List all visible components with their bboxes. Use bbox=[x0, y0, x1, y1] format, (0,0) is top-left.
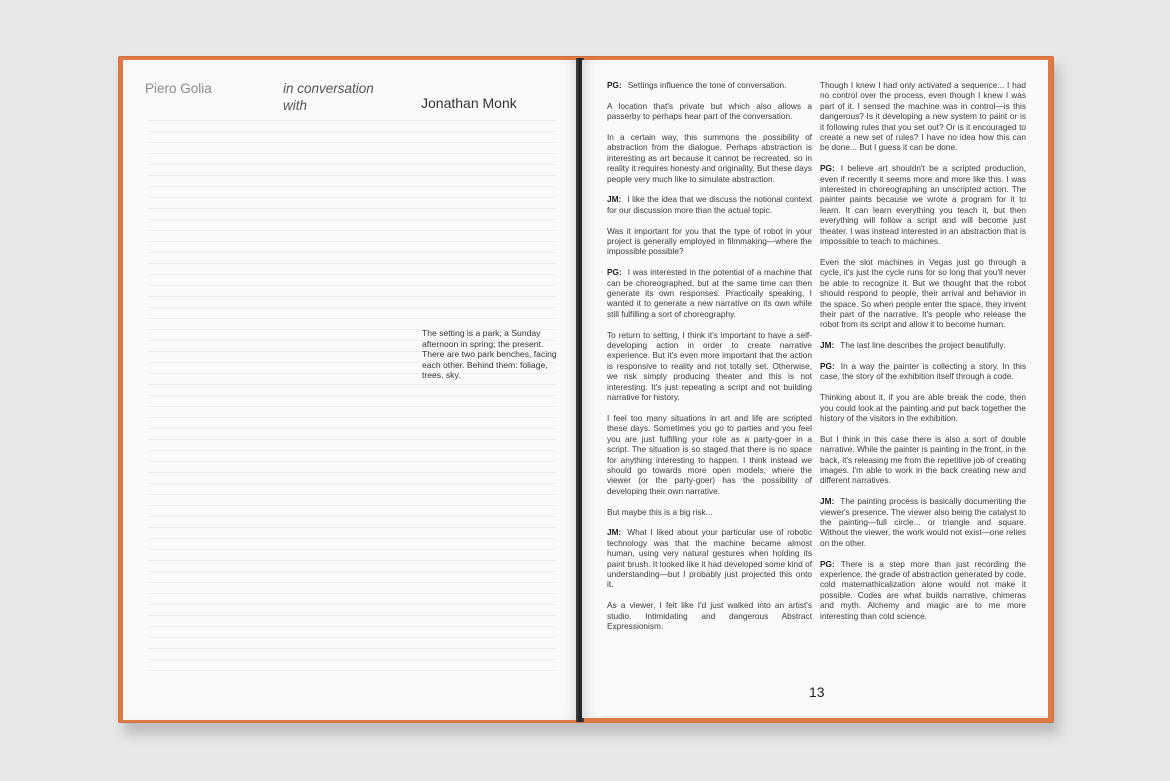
paragraph bbox=[607, 600, 812, 631]
paragraph-text: In a certain way, this summons the possibility of abstraction from the dialogue. Perhaps abstraction is interesting as art because it cannot be recreated, so in reality it requires honesty and originality. But these days people very much like to simulate abstraction. bbox=[607, 132, 812, 184]
left-page bbox=[123, 60, 578, 720]
paragraph-text: Thinking about it, if you are able break the code, then you could look at the painting and put back together the history of the visitors in the exhibition. bbox=[820, 392, 1026, 423]
speaker-label: JM: bbox=[820, 496, 835, 507]
paragraph bbox=[820, 361, 1026, 382]
speaker-label: PG: bbox=[820, 558, 835, 569]
paragraph-text: As a viewer, I felt like I'd just walked into an artist's studio. Intimidating and dangerous Abstract Expressionism. bbox=[607, 600, 812, 631]
paragraph-text: I like the idea that we discuss the notional context for our discussion more than the actual topic. bbox=[607, 194, 812, 215]
paragraph bbox=[820, 340, 1026, 350]
paragraph-text: The last line describes the project beautifully. bbox=[840, 340, 1006, 351]
paragraph bbox=[607, 101, 812, 122]
speaker-label: JM: bbox=[820, 340, 835, 351]
paragraph-text: Settings influence the tone of conversation. bbox=[627, 80, 787, 90]
paragraph-text: Though I knew I had only activated a sequence... I had no control over the process, even though I knew I was part of it. I sensed the machine was in control—is this dangerous? Is it developing a new system to paint or is it following rules that you set out? Or is it encouraged to create a new set of rules? I have no idea how this can be done... But I guess it can be done. bbox=[820, 80, 1026, 153]
paragraph bbox=[607, 413, 812, 496]
text-column-right bbox=[820, 80, 1026, 631]
text-column-left bbox=[607, 80, 812, 642]
paragraph bbox=[607, 80, 812, 90]
setting-description: The setting is a park; a Sunday afternoon in spring; the present. There are two park benches, facing each other. Behind them: foliage, trees, sky. bbox=[422, 328, 557, 381]
paragraph-text: What I liked about your particular use of robotic technology was that the machine became almost human, using very natural gestures when holding its paint brush. It looked like it had developed some kind of understanding—but I probably just projected this onto it. bbox=[607, 527, 812, 590]
speaker-label: JM: bbox=[607, 194, 622, 205]
paragraph-text: I was interested in the potential of a machine that can be choreographed, but at the same time can then generate its own responses. Practically speaking, I wanted it to generate a new narrative on its own while still fulfilling a sort of choreography. bbox=[607, 267, 812, 319]
speaker-label: PG: bbox=[607, 80, 622, 90]
paragraph-text: I believe art shouldn't be a scripted production, even if recently it seems more and more like this. I was interested in choreographing an unscripted action. The painter paints because we wrote a program for it to learn. It can learn everything you teach it, but then everything will follow a script and will become just theater. I was instead interested in an abstraction that is impossible to teach to machines. bbox=[820, 163, 1026, 247]
paragraph bbox=[607, 507, 812, 517]
paragraph-text: In a way the painter is collecting a story. In this case, the story of the exhibition itself through a code. bbox=[820, 360, 1026, 382]
paragraph bbox=[607, 330, 812, 403]
paragraph-text: Was it important for you that the type of robot in your project is generally employed in filmmaking—where the impossible possible? bbox=[607, 225, 812, 257]
page-number: 13 bbox=[809, 684, 825, 700]
paragraph-text: There is a step more than just recording the experience, the grade of abstraction generated by code, cold matemathicalization alone would not make it possible. Codes are what builds narrative, chimeras and myth. Alchemy and magic are to me more interesting than cold science. bbox=[820, 558, 1026, 621]
right-page bbox=[582, 60, 1048, 718]
speaker-label: PG: bbox=[820, 360, 835, 371]
paragraph bbox=[607, 267, 812, 319]
paragraph-text: To return to setting, I think it's important to have a self-developing action in order to create narrative experience. But it's even more important that the action is responsive to reality and not totally set. Otherwise, we risk simply producing theater and this is not interesting. It's just repeating a script and not building narrative for history. bbox=[607, 329, 812, 403]
paragraph bbox=[607, 226, 812, 257]
paragraph bbox=[607, 527, 812, 589]
conversation-connector: in conversation with bbox=[283, 81, 374, 113]
paragraph bbox=[820, 496, 1026, 548]
paragraph-text: A location that's private but which also allows a passerby to perhaps hear part of the conversation. bbox=[607, 100, 812, 122]
author-name: Piero Golia bbox=[145, 81, 212, 96]
show-through-text bbox=[147, 120, 557, 680]
paragraph-text: I feel too many situations in art and life are scripted these days. Sometimes you go to parties and you feel you are just fulfilling your role as a party-goer in a script. The situation is so staged that there is no space for anything interesting to happen. I think instead we should go towards more open models, where the viewer (or the party-goer) has the possibility of developing their own narrative. bbox=[607, 412, 812, 496]
paragraph bbox=[820, 80, 1026, 153]
speaker-label: JM: bbox=[607, 527, 622, 538]
speaker-label: PG: bbox=[820, 163, 835, 174]
paragraph-text: The painting process is basically documenting the viewer's presence. The viewer also being the catalyst to the painting—full circle... or triangle and square. Without the viewer, the work would not exist—one relies on the other. bbox=[820, 496, 1026, 548]
paragraph bbox=[820, 392, 1026, 423]
speaker-label: PG: bbox=[607, 267, 622, 278]
paragraph-text: Even the slot machines in Vegas just go through a cycle, it's just the cycle runs for so long that you'll never be able to recognize it. But we thought that the robot should respond to people, their arrival and behavior in the space. So when people enter the space, they invent their part of the narrative. It's people who release the robot from its script and allow it to become human. bbox=[820, 256, 1026, 330]
paragraph bbox=[820, 257, 1026, 330]
partner-name: Jonathan Monk bbox=[421, 95, 517, 111]
paragraph-text: But maybe this is a big risk... bbox=[607, 506, 713, 517]
paragraph bbox=[820, 163, 1026, 246]
paragraph bbox=[607, 194, 812, 215]
paragraph-text: But I think in this case there is also a sort of double narrative. While the painter is painting in the front, in the back, it's releasing me from the repetitive job of creating images. I'm able to work in the back creating new and different narratives. bbox=[820, 433, 1026, 486]
paragraph bbox=[607, 132, 812, 184]
paragraph bbox=[820, 434, 1026, 486]
paragraph bbox=[820, 559, 1026, 621]
